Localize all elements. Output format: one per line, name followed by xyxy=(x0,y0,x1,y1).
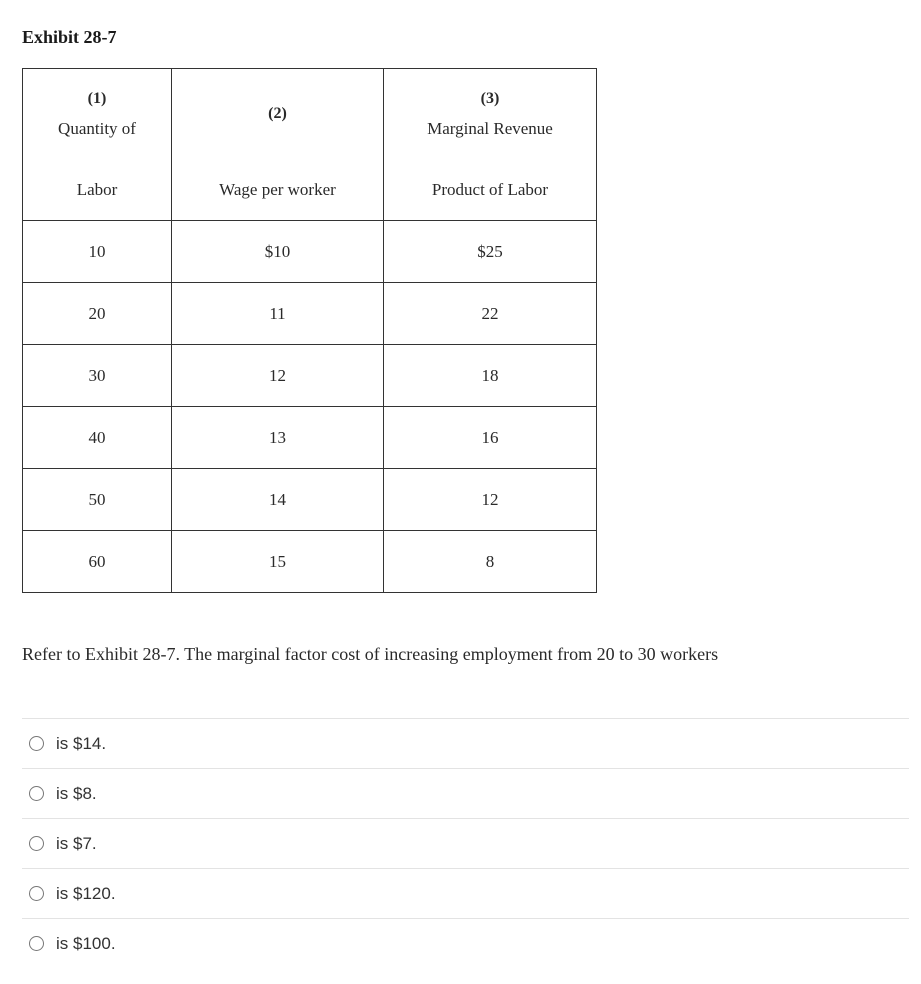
header-cell-wage xyxy=(172,69,384,221)
header-number: (1) xyxy=(87,90,107,107)
table-cell: 50 xyxy=(23,469,172,531)
answer-option-label: is $120. xyxy=(56,883,116,903)
header-line: Wage per worker xyxy=(219,180,336,199)
exhibit-table xyxy=(22,68,597,593)
exhibit-title: Exhibit 28-7 xyxy=(22,27,117,47)
table-row xyxy=(23,221,597,283)
table-row xyxy=(23,407,597,469)
question-text: Refer to Exhibit 28-7. The marginal factor cost of increasing employment from 20 to 30 workers xyxy=(22,644,719,664)
radio-button-icon[interactable] xyxy=(29,886,44,901)
table-cell: 30 xyxy=(23,345,172,407)
table-cell: $10 xyxy=(172,221,384,283)
header-number: (3) xyxy=(480,90,500,107)
answer-option[interactable] xyxy=(22,768,909,818)
radio-button-icon[interactable] xyxy=(29,836,44,851)
table-row xyxy=(23,531,597,593)
header-cell-mrp xyxy=(384,69,597,221)
table-cell: 18 xyxy=(384,345,597,407)
table-cell: 22 xyxy=(384,283,597,345)
table-row xyxy=(23,283,597,345)
answer-option[interactable] xyxy=(22,718,909,768)
answer-option-label: is $14. xyxy=(56,733,107,753)
header-cell-quantity xyxy=(23,69,172,221)
answer-option-label: is $100. xyxy=(56,933,116,953)
table-cell: 13 xyxy=(172,407,384,469)
table-cell: 15 xyxy=(172,531,384,593)
table-cell: 11 xyxy=(172,283,384,345)
table-cell: 14 xyxy=(172,469,384,531)
table-cell: 20 xyxy=(23,283,172,345)
table-cell: 12 xyxy=(172,345,384,407)
answer-option-label: is $8. xyxy=(56,783,97,803)
radio-button-icon[interactable] xyxy=(29,736,44,751)
radio-button-icon[interactable] xyxy=(29,936,44,951)
header-line: Quantity of xyxy=(58,119,136,138)
header-line: Marginal Revenue xyxy=(427,119,553,138)
table-cell: 8 xyxy=(384,531,597,593)
table-row xyxy=(23,469,597,531)
table-cell: $25 xyxy=(384,221,597,283)
answer-options xyxy=(22,718,909,968)
radio-button-icon[interactable] xyxy=(29,786,44,801)
answer-option[interactable] xyxy=(22,818,909,868)
table-cell: 12 xyxy=(384,469,597,531)
header-line: Labor xyxy=(76,180,118,199)
table-header-row xyxy=(23,69,597,221)
answer-option[interactable] xyxy=(22,868,909,918)
table-cell: 60 xyxy=(23,531,172,593)
header-line: Product of Labor xyxy=(431,180,549,199)
answer-option[interactable] xyxy=(22,918,909,968)
table-cell: 10 xyxy=(23,221,172,283)
table-row xyxy=(23,345,597,407)
table-cell: 16 xyxy=(384,407,597,469)
answer-option-label: is $7. xyxy=(56,833,97,853)
table-cell: 40 xyxy=(23,407,172,469)
header-number: (2) xyxy=(268,105,287,122)
